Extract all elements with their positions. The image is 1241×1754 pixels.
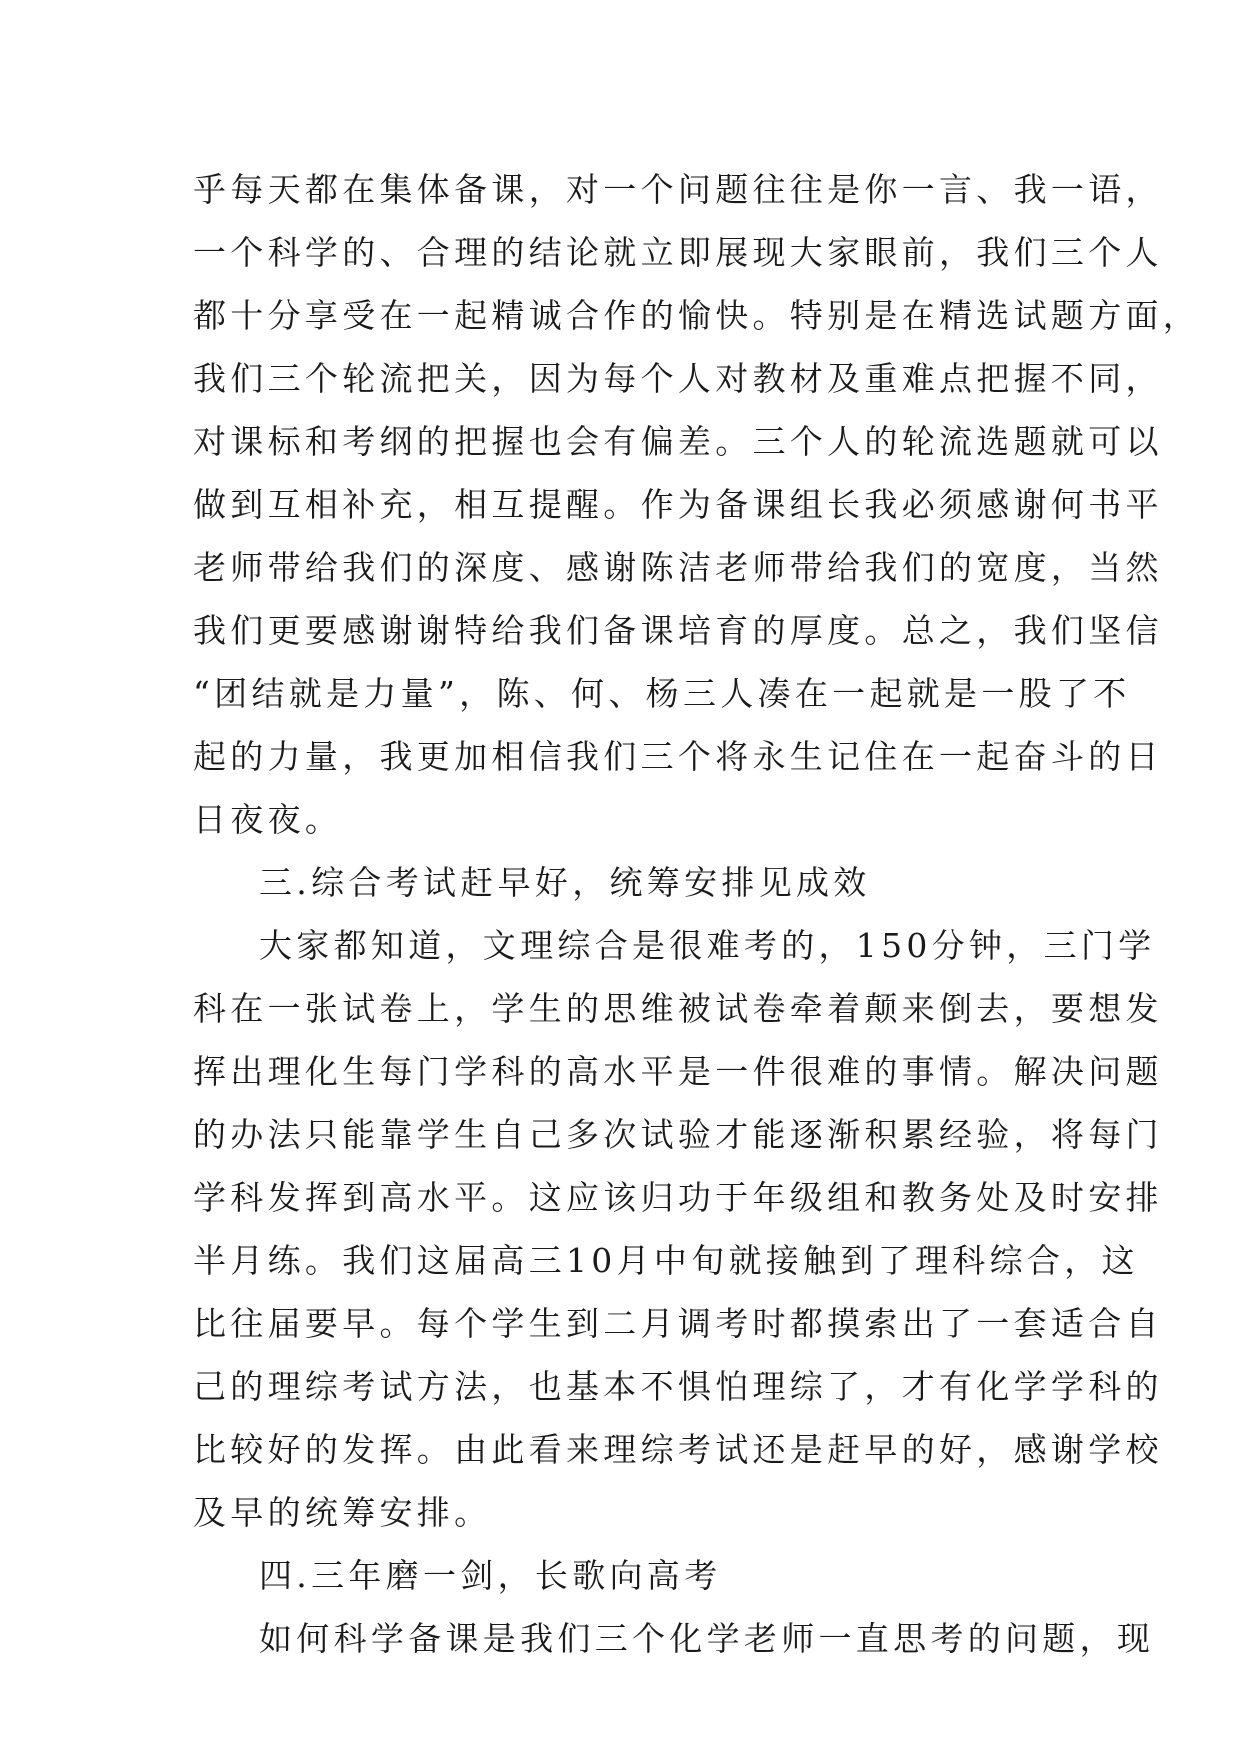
text-line: 学科发挥到高水平。这应该归功于年级组和教务处及时安排: [193, 1178, 1163, 1217]
text-line: 及早的统筹安排。: [193, 1493, 492, 1532]
paragraph-start-line: 如何科学备课是我们三个化学老师一直思考的问题，现: [259, 1619, 1155, 1658]
text-line: 对课标和考纲的把握也会有偏差。三个人的轮流选题就可以: [193, 422, 1163, 461]
text-line: “团结就是力量”，陈、何、杨三人凑在一起就是一股了不: [193, 674, 1131, 713]
text-line: 比往届要早。每个学生到二月调考时都摸索出了一套适合自: [193, 1304, 1163, 1343]
text-line: 我们更要感谢谢特给我们备课培育的厚度。总之，我们坚信: [193, 611, 1163, 650]
text-line: 老师带给我们的深度、感谢陈洁老师带给我们的宽度，当然: [193, 548, 1163, 587]
text-line: 己的理综考试方法，也基本不惧怕理综了，才有化学学科的: [193, 1367, 1163, 1406]
text-line: 挥出理化生每门学科的高水平是一件很难的事情。解决问题: [193, 1052, 1163, 1091]
section-heading-3: 三.综合考试赶早好，统筹安排见成效: [259, 863, 871, 902]
body-text: [193, 158, 1201, 1670]
paragraph-start-line: 大家都知道，文理综合是很难考的，150分钟，三门学: [259, 926, 1156, 965]
section-heading-4: 四.三年磨一剑，长歌向高考: [259, 1556, 722, 1595]
text-line: 一个科学的、合理的结论就立即展现大家眼前，我们三个人: [193, 233, 1163, 272]
text-line: 乎每天都在集体备课，对一个问题往往是你一言、我一语，: [193, 170, 1163, 209]
text-line: 日夜夜。: [193, 800, 343, 839]
text-line: 比较好的发挥。由此看来理综考试还是赶早的好，感谢学校: [193, 1430, 1163, 1469]
text-line: 的办法只能靠学生自己多次试验才能逐渐积累经验，将每门: [193, 1115, 1163, 1154]
text-line: 半月练。我们这届高三10月中旬就接触到了理科综合，这: [193, 1241, 1139, 1280]
text-line: 科在一张试卷上，学生的思维被试卷牵着颠来倒去，要想发: [193, 989, 1163, 1028]
text-line: 做到互相补充，相互提醒。作为备课组长我必须感谢何书平: [193, 485, 1163, 524]
text-line: 起的力量，我更加相信我们三个将永生记住在一起奋斗的日: [193, 737, 1163, 776]
text-line: 都十分享受在一起精诚合作的愉快。特别是在精选试题方面，: [193, 296, 1201, 335]
text-line: 我们三个轮流把关，因为每个人对教材及重难点把握不同，: [193, 359, 1163, 398]
